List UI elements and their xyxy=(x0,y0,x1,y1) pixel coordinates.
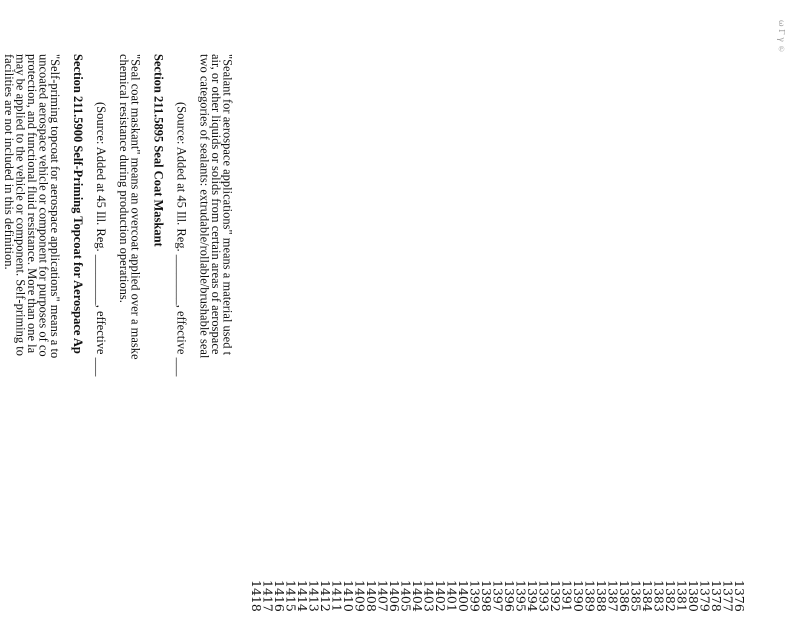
document-body xyxy=(0,52,233,612)
line-number: 1377 xyxy=(720,580,736,612)
line-number: 1402 xyxy=(433,580,448,612)
source-note: (Source: Added at 45 Ill. Reg. ________, effective ___ xyxy=(94,102,108,377)
line-number: 1384 xyxy=(640,580,655,612)
line-number: 1400 xyxy=(456,580,471,612)
line-number: 1412 xyxy=(318,580,333,612)
line-number: 1409 xyxy=(352,580,368,612)
line-number: 1390 xyxy=(571,580,586,612)
text-line: "Seal coat maskant" means an overcoat applied over a maske xyxy=(128,54,143,360)
line-number: 1376 xyxy=(732,580,747,612)
line-number: 1378 xyxy=(709,580,724,612)
text-line: may be applied to the vehicle or component. Self-priming to xyxy=(13,54,28,357)
line-number: 1418 xyxy=(249,580,264,612)
line-number: 1404 xyxy=(410,580,425,612)
line-number: 1386 xyxy=(617,580,632,612)
text-line: protection, and functional fluid resistance. More than one la xyxy=(25,54,39,354)
line-number: 1413 xyxy=(306,580,322,612)
line-number: 1417 xyxy=(260,580,276,612)
line-number: 1397 xyxy=(490,580,506,612)
line-number: 1383 xyxy=(651,580,667,612)
line-number: 1405 xyxy=(398,580,414,612)
line-number: 1388 xyxy=(594,580,609,612)
line-number: 1381 xyxy=(674,580,690,612)
text-line: "Self-priming topcoat for aerospace applications" means a to xyxy=(48,54,62,359)
line-number: 1382 xyxy=(663,580,678,612)
scan-artifact: ω Γ γ ℗ xyxy=(777,20,786,54)
line-number: 1399 xyxy=(467,580,483,612)
section-heading: Section 211.5895 Seal Coat Maskant xyxy=(151,54,166,247)
line-number: 1394 xyxy=(525,580,540,612)
line-number: 1385 xyxy=(628,580,644,612)
line-number: 1414 xyxy=(295,580,310,612)
line-number: 1408 xyxy=(364,580,379,612)
text-line: chemical resistance during production operations. xyxy=(117,54,131,303)
source-note: (Source: Added at 45 Ill. Reg. ________, effective ___ xyxy=(174,102,189,377)
line-number: 1410 xyxy=(341,580,356,612)
line-number-column xyxy=(251,52,746,612)
line-number: 1396 xyxy=(502,580,517,612)
line-number: 1401 xyxy=(444,580,460,612)
text-line: air, or other liquids or solids from certain areas of aerospace xyxy=(209,54,223,355)
line-number: 1392 xyxy=(548,580,563,612)
line-number: 1380 xyxy=(686,580,701,612)
line-number: 1391 xyxy=(559,580,575,612)
text-line: uncoated aerospace vehicle or component for purposes of co xyxy=(36,54,51,357)
line-number: 1379 xyxy=(697,580,713,612)
line-number: 1411 xyxy=(329,580,345,612)
line-number: 1398 xyxy=(479,580,494,612)
line-number: 1395 xyxy=(513,580,529,612)
line-number: 1403 xyxy=(421,580,437,612)
line-number: 1393 xyxy=(536,580,552,612)
line-number: 1416 xyxy=(272,580,287,612)
rotated-document xyxy=(2,52,747,612)
line-number: 1406 xyxy=(387,580,402,612)
line-number: 1415 xyxy=(283,580,299,612)
line-number: 1387 xyxy=(605,580,621,612)
text-line: facilities are not included in this definition. xyxy=(2,54,16,270)
line-number: 1407 xyxy=(375,580,391,612)
section-heading: Section 211.5900 Self-Priming Topcoat for Aerospace Ap xyxy=(71,54,85,354)
text-line: two categories of sealants: extrudable/rollable/brushable seal xyxy=(197,54,212,359)
text-line: "Sealant for aerospace applications" means a material used t xyxy=(220,54,235,356)
line-number: 1389 xyxy=(582,580,598,612)
